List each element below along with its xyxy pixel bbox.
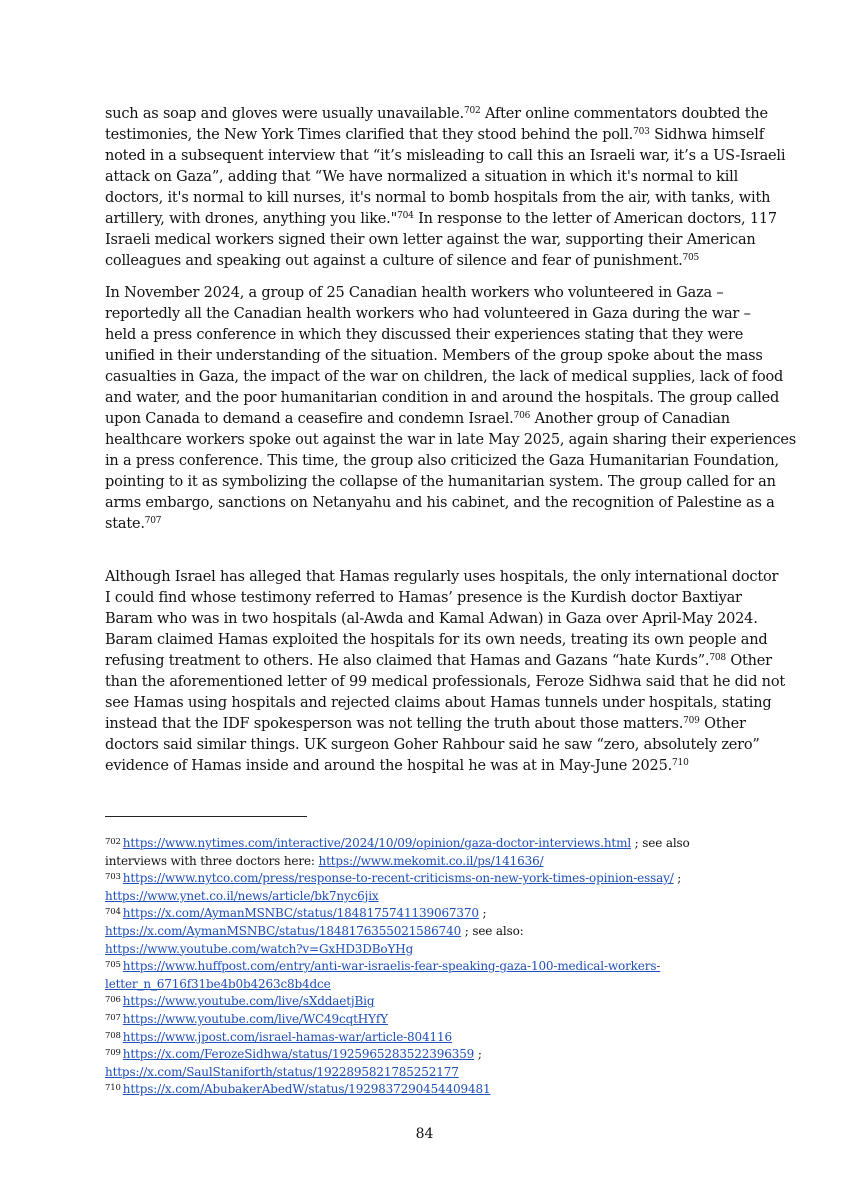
footnote-line [105, 1081, 745, 1099]
footnote-line [105, 958, 745, 976]
text-line [105, 472, 776, 493]
text-line [105, 325, 745, 346]
text-run: attack on Gaza”, adding that “We have normalized a situation in which it's normal to kill [105, 169, 739, 185]
body-paragraph-1 [105, 104, 786, 272]
footnote-link[interactable]: https://x.com/AbubakerAbedW/status/1929837290454409481 [122, 1082, 491, 1097]
footnote-number: 704 [105, 907, 121, 918]
text-line [105, 346, 763, 367]
footnote-number: 707 [105, 1012, 121, 1023]
text-line [105, 735, 760, 756]
text-run: Israeli medical workers signed their own letter against the war, supporting their American [105, 232, 756, 248]
footnote-text: ; [478, 906, 487, 921]
footnote-link[interactable]: https://www.huffpost.com/entry/anti-war-israelis-fear-speaking-gaza-100-medical-workers- [122, 959, 661, 974]
text-run: Baram who was in two hospitals (al-Awda and Kamal Adwan) in Gaza over April-May 2024. [105, 611, 758, 627]
footnote-line [105, 1046, 745, 1064]
text-run: doctors, it's normal to kill nurses, it's normal to bomb hospitals from the air, with tanks, with [105, 190, 771, 206]
text-line [105, 451, 779, 472]
text-run: I could find whose testimony referred to Hamas’ presence is the Kurdish doctor Baxtiyar [105, 590, 742, 606]
footnote-reference[interactable]: 707 [144, 516, 162, 527]
text-run: held a press conference in which they discussed their experiences stating that they were [105, 327, 744, 343]
footnote-number: 705 [105, 960, 121, 971]
text-run: and water, and the poor humanitarian condition in and around the hospitals. The group called [105, 390, 780, 406]
footnote-reference[interactable]: 703 [633, 127, 650, 138]
footnote-line [105, 1029, 745, 1047]
text-line [105, 409, 745, 430]
footnote-line [105, 870, 745, 888]
text-run: refusing treatment to others. He also claimed that Hamas and Gazans “hate Kurds”. [105, 653, 710, 669]
text-run: healthcare workers spoke out against the war in late May 2025, again sharing their experiences [105, 432, 797, 448]
text-run: testimonies, the New York Times clarified that they stood behind the poll. [105, 127, 634, 143]
footnote-link[interactable]: https://www.nytimes.com/interactive/2024/10/09/opinion/gaza-doctor-interviews.html [122, 836, 632, 850]
footnote-number: 710 [105, 1083, 121, 1094]
text-line [105, 493, 775, 514]
footnote-link[interactable]: https://www.mekomit.co.il/ps/141636/ [318, 853, 544, 868]
footnote-line [105, 923, 745, 941]
text-run: evidence of Hamas inside and around the hospital he was at in May-June 2025. [105, 758, 673, 774]
text-run: casualties in Gaza, the impact of the war on children, the lack of medical supplies, lack of food [105, 369, 784, 385]
text-line [105, 388, 780, 409]
text-line [105, 188, 771, 209]
text-run: than the aforementioned letter of 99 medical professionals, Feroze Sidhwa said that he did not [105, 674, 785, 690]
footnote-text: ; [474, 1047, 482, 1062]
text-run: Although Israel has alleged that Hamas regularly uses hospitals, the only international doctor [105, 569, 779, 585]
body-paragraph-3 [105, 567, 785, 777]
footnote-reference[interactable]: 709 [683, 716, 700, 727]
text-run: reportedly all the Canadian health workers who had volunteered in Gaza during the war – [105, 306, 751, 322]
text-run: In response to the letter of American doctors, 117 [413, 211, 777, 227]
text-line [105, 588, 745, 609]
footnote-line [105, 1011, 745, 1029]
text-line [105, 167, 745, 188]
text-line [105, 430, 797, 451]
text-run: instead that the IDF spokesperson was not telling the truth about those matters. [105, 716, 684, 732]
text-run: colleagues and speaking out against a culture of silence and fear of punishment. [105, 253, 683, 269]
footnote-link[interactable]: https://www.nytco.com/press/response-to-recent-criticisms-on-new-york-times-opinion-essay/ [122, 871, 674, 886]
footnote-text: interviews with three doctors here: [105, 853, 319, 868]
footnote-link[interactable]: https://www.youtube.com/watch?v=GxHD3DBoYHg [105, 941, 414, 956]
footnote-number: 708 [105, 1030, 121, 1041]
text-line [105, 672, 785, 693]
text-line [105, 251, 745, 272]
footnote-reference[interactable]: 706 [513, 411, 531, 422]
footnote-text: ; [673, 871, 682, 886]
text-run: in a press conference. This time, the group also criticized the Gaza Humanitarian Foundation, [105, 453, 779, 469]
text-run: see Hamas using hospitals and rejected claims about Hamas tunnels under hospitals, stating [105, 695, 772, 711]
footnote-reference[interactable]: 705 [682, 253, 700, 264]
text-line [105, 209, 777, 230]
footnote-reference[interactable]: 710 [672, 758, 689, 769]
footnote-link[interactable]: https://x.com/AymanMSNBC/status/1848176355021586740 [105, 923, 462, 938]
text-run: such as soap and gloves were usually unavailable. [105, 106, 464, 122]
footnote-link[interactable]: https://www.youtube.com/live/sXddaetjBig [122, 994, 375, 1009]
text-run: Other [725, 653, 772, 669]
footnote-line [105, 993, 745, 1011]
footnote-link[interactable]: letter_n_6716f31be4b0b4263c8b4dce [105, 976, 331, 991]
text-line [105, 630, 768, 651]
text-line [105, 304, 751, 325]
text-line [105, 714, 745, 735]
text-line [105, 367, 784, 388]
text-run: pointing to it as symbolizing the collapse of the humanitarian system. The group called for an [105, 474, 776, 490]
text-run: upon Canada to demand a ceasefire and condemn Israel. [105, 411, 514, 427]
footnote-text: ; see also: [461, 923, 524, 938]
footnote-separator [105, 816, 307, 817]
text-run: artillery, with drones, anything you like." [105, 211, 398, 227]
footnote-number: 703 [105, 872, 121, 883]
footnote-reference[interactable]: 702 [463, 106, 481, 117]
footnote-link[interactable]: https://x.com/SaulStaniforth/status/1922895821785252177 [105, 1064, 459, 1079]
text-run: arms embargo, sanctions on Netanyahu and his cabinet, and the recognition of Palestine as a [105, 495, 775, 511]
text-line [105, 514, 745, 535]
footnote-number: 706 [105, 995, 121, 1006]
text-line [105, 756, 745, 777]
text-run: Sidhwa himself [649, 127, 764, 143]
text-line [105, 125, 764, 146]
text-run: Baram claimed Hamas exploited the hospitals for its own needs, treating its own people and [105, 632, 768, 648]
text-run: In November 2024, a group of 25 Canadian health workers who volunteered in Gaza – [105, 285, 724, 301]
footnote-link[interactable]: https://www.ynet.co.il/news/article/bk7nyc6jix [105, 888, 379, 903]
text-line [105, 230, 756, 251]
footnote-line [105, 888, 745, 906]
footnote-reference[interactable]: 708 [709, 653, 726, 664]
footnote-line [105, 1064, 745, 1082]
text-line [105, 146, 786, 167]
footnote-link[interactable]: https://x.com/AymanMSNBC/status/1848175741139067370 [122, 906, 479, 921]
text-run: Other [699, 716, 746, 732]
text-run: Another group of Canadian [530, 411, 730, 427]
text-run: doctors said similar things. UK surgeon Goher Rahbour said he saw “zero, absolutely zero” [105, 737, 760, 753]
footnote-line [105, 835, 745, 853]
text-line [105, 693, 772, 714]
footnote-number: 702 [105, 837, 121, 848]
text-run: unified in their understanding of the situation. Members of the group spoke about the mass [105, 348, 763, 364]
text-run: state. [105, 516, 145, 532]
text-run: After online commentators doubted the [480, 106, 768, 122]
footnote-line [105, 976, 745, 994]
body-paragraph-2 [105, 283, 797, 535]
text-line [105, 567, 779, 588]
page-number: 84 [415, 1126, 434, 1142]
text-line [105, 609, 758, 630]
text-line [105, 283, 745, 304]
footnote-link[interactable]: https://www.jpost.com/israel-hamas-war/article-804116 [122, 1029, 452, 1044]
footnote-link[interactable]: https://x.com/FerozeSidhwa/status/1925965283522396359 [122, 1047, 475, 1062]
footnote-link[interactable]: https://www.youtube.com/live/WC49cqtHYfY [122, 1011, 388, 1026]
footnote-reference[interactable]: 704 [397, 211, 414, 222]
footnote-line [105, 853, 745, 871]
footnote-line [105, 941, 745, 959]
text-line [105, 104, 768, 125]
footnotes-section [105, 835, 745, 1099]
footnote-text: ; see also [631, 836, 690, 850]
footnote-line [105, 905, 745, 923]
text-run: noted in a subsequent interview that “it’s misleading to call this an Israeli war, it’s a US-Israeli [105, 148, 786, 164]
footnote-number: 709 [105, 1048, 121, 1059]
text-line [105, 651, 772, 672]
